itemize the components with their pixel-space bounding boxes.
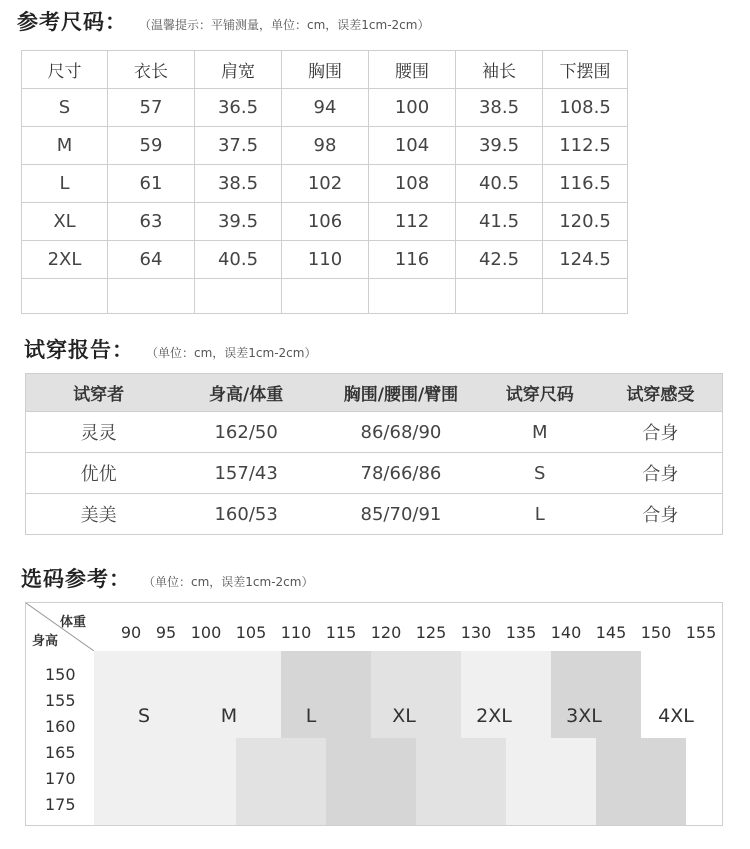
size-label: M [220,705,238,727]
table-cell: 86/68/90 [321,412,481,453]
table-cell: 59 [108,127,195,165]
weight-tick-label: 95 [155,623,177,642]
table-cell: 40.5 [456,165,543,203]
size-label: 3XL [566,705,602,727]
table-cell: 优优 [26,453,172,494]
empty-cell [108,279,195,314]
table-cell: 灵灵 [26,412,172,453]
table-cell: L [22,165,108,203]
chart-section-title [21,563,313,593]
table-cell: S [481,453,599,494]
table-cell: 124.5 [543,241,628,279]
size-note: （温馨提示：平铺测量，单位：cm，误差1cm-2cm） [139,18,430,32]
weight-axis-label: 体重 [60,615,87,630]
weight-tick-label: 155 [685,623,717,642]
table-cell: 合身 [599,412,723,453]
size-header-cell: 尺寸 [22,51,108,89]
height-tick-label: 175 [45,795,76,814]
size-label: XL [392,705,416,727]
table-cell: 102 [282,165,369,203]
weight-tick-label: 130 [460,623,492,642]
table-cell: 112.5 [543,127,628,165]
weight-tick-label: 145 [595,623,627,642]
table-cell: 100 [369,89,456,127]
chart-title: 选码参考： [21,567,131,591]
chart-note: （单位：cm，误差1cm-2cm） [143,575,314,589]
size-header-cell: 袖长 [456,51,543,89]
weight-tick-label: 105 [235,623,267,642]
table-cell: 40.5 [195,241,282,279]
table-cell: 78/66/86 [321,453,481,494]
table-row [22,165,628,203]
table-cell: L [481,494,599,535]
trial-header-cell: 胸围/腰围/臂围 [321,374,481,412]
empty-cell [22,279,108,314]
size-section-title [17,6,429,36]
size-band [596,738,686,825]
table-cell: 42.5 [456,241,543,279]
size-label: 4XL [658,705,694,727]
weight-tick-label: 90 [120,623,142,642]
size-header-cell: 衣长 [108,51,195,89]
trial-note: （单位：cm，误差1cm-2cm） [146,346,317,360]
table-cell: 98 [282,127,369,165]
trial-title: 试穿报告： [24,338,134,362]
trial-table [25,373,723,535]
table-cell: 39.5 [456,127,543,165]
table-cell: 41.5 [456,203,543,241]
height-tick-label: 170 [45,769,76,788]
size-band [326,738,416,825]
table-cell: 108 [369,165,456,203]
size-selection-chart [25,602,723,826]
height-tick-label: 150 [45,665,76,684]
table-cell: 116.5 [543,165,628,203]
table-cell: 120.5 [543,203,628,241]
table-cell: 63 [108,203,195,241]
table-cell: 2XL [22,241,108,279]
table-cell: 162/50 [171,412,321,453]
weight-tick-label: 115 [325,623,357,642]
height-axis-label: 身高 [32,634,59,649]
weight-tick-label: 110 [280,623,312,642]
weight-tick-label: 150 [640,623,672,642]
table-cell: M [22,127,108,165]
size-band [236,738,326,825]
table-cell: 合身 [599,453,723,494]
table-cell: 38.5 [195,165,282,203]
table-cell: 合身 [599,494,723,535]
size-header-cell: 下摆围 [543,51,628,89]
table-cell: 108.5 [543,89,628,127]
weight-tick-label: 120 [370,623,402,642]
table-cell: S [22,89,108,127]
height-tick-label: 160 [45,717,76,736]
table-row [26,494,723,535]
table-row [26,453,723,494]
table-cell: 157/43 [171,453,321,494]
empty-cell [195,279,282,314]
height-tick-label: 165 [45,743,76,762]
table-row [22,203,628,241]
table-cell: 104 [369,127,456,165]
empty-cell [543,279,628,314]
size-title: 参考尺码： [17,10,127,34]
table-cell: 160/53 [171,494,321,535]
empty-cell [369,279,456,314]
size-label: S [137,705,151,727]
table-row [26,412,723,453]
size-label: L [305,705,317,727]
table-cell: 36.5 [195,89,282,127]
trial-table-header [26,374,723,412]
size-header-cell: 腰围 [369,51,456,89]
trial-header-cell: 试穿者 [26,374,172,412]
table-row [22,241,628,279]
size-label: 2XL [476,705,512,727]
corner-header [26,603,94,651]
table-cell: 64 [108,241,195,279]
table-cell: 110 [282,241,369,279]
table-cell: 57 [108,89,195,127]
weight-tick-label: 100 [190,623,222,642]
empty-cell [456,279,543,314]
size-band [94,738,236,825]
trial-header-cell: 试穿尺码 [481,374,599,412]
size-table [21,50,628,314]
weight-tick-label: 135 [505,623,537,642]
size-header-cell: 肩宽 [195,51,282,89]
table-row [22,127,628,165]
trial-header-cell: 身高/体重 [171,374,321,412]
table-cell: 38.5 [456,89,543,127]
weight-tick-label: 140 [550,623,582,642]
table-cell: 116 [369,241,456,279]
table-cell: 112 [369,203,456,241]
table-cell: 美美 [26,494,172,535]
size-band [506,738,596,825]
height-tick-label: 155 [45,691,76,710]
trial-header-cell: 试穿感受 [599,374,723,412]
table-row [22,89,628,127]
table-cell: 94 [282,89,369,127]
table-cell: XL [22,203,108,241]
table-cell: 85/70/91 [321,494,481,535]
weight-tick-label: 125 [415,623,447,642]
size-table-header [22,51,628,89]
table-cell: 106 [282,203,369,241]
table-cell: 37.5 [195,127,282,165]
table-cell: M [481,412,599,453]
empty-row [22,279,628,314]
table-cell: 39.5 [195,203,282,241]
table-cell: 61 [108,165,195,203]
size-header-cell: 胸围 [282,51,369,89]
empty-cell [282,279,369,314]
size-band [416,738,506,825]
trial-section-title [24,334,316,364]
